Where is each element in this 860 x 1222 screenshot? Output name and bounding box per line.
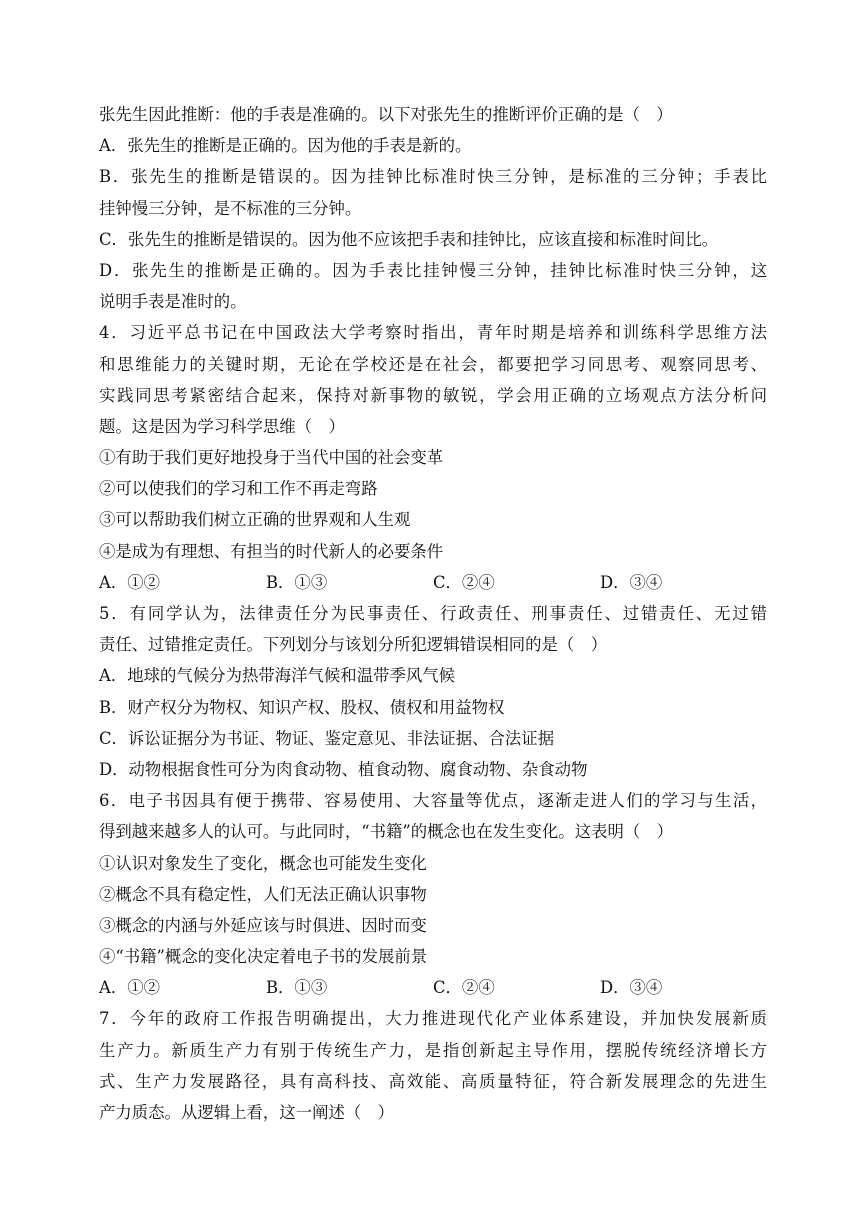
statement-item: ①认识对象发生了变化，概念也可能发生变化 <box>99 853 427 873</box>
option-a: A．①② <box>99 978 161 998</box>
question-4-options <box>99 567 767 598</box>
statement-item: ③可以帮助我们树立正确的世界观和人生观 <box>99 510 411 530</box>
option-b: B．①③ <box>266 572 328 592</box>
option-d: D．③④ <box>600 978 663 998</box>
statement-item: ①有助于我们更好地投身于当代中国的社会变革 <box>99 448 444 468</box>
text-line: 题。这是因为学习科学思维（ ） <box>99 416 345 436</box>
text-line: D．张先生的推断是正确的。因为手表比挂钟慢三分钟，挂钟比标准时快三分钟，这 <box>99 260 767 280</box>
statement-item: ④“书籍”概念的变化决定着电子书的发展前景 <box>99 947 428 967</box>
text-line: 产力质态。从逻辑上看，这一阐述（ ） <box>99 1103 395 1122</box>
statement-item: ②可以使我们的学习和工作不再走弯路 <box>99 479 378 499</box>
text-line: 说明手表是准时的。 <box>99 292 247 312</box>
question-4-stem: 4．习近平总书记在中国政法大学考察时指出，青年时期是培养和训练科学思维方法 <box>99 323 767 343</box>
option-c: C．②④ <box>433 572 495 592</box>
question-6-stem: 6．电子书因具有便于携带、容易使用、大容量等优点，逐渐走进人们的学习与生活， <box>99 791 767 811</box>
option-d: D．动物根据食性可分为肉食动物、植食动物、腐食动物、杂食动物 <box>99 759 588 779</box>
statement-item: ③概念的内涵与外延应该与时俱进、因时而变 <box>99 915 427 935</box>
text-line: C．张先生的推断是错误的。因为他不应该把手表和挂钟比，应该直接和标准时间比。 <box>99 229 718 249</box>
text-line: 和思维能力的关键时期，无论在学校还是在社会，都要把学习同思考、观察同思考、 <box>99 354 767 374</box>
question-5-stem: 5．有同学认为，法律责任分为民事责任、行政责任、刑事责任、过错责任、无过错 <box>99 604 767 623</box>
text-line: 挂钟慢三分钟，是不标准的三分钟。 <box>99 198 362 218</box>
text-line: 得到越来越多人的认可。与此同时，“书籍”的概念也在发生变化。这表明（ ） <box>99 822 674 842</box>
text-line: B．张先生的推断是错误的。因为挂钟比标准时快三分钟，是标准的三分钟；手表比 <box>99 167 767 187</box>
question-6-options <box>99 972 767 1003</box>
question-7-stem: 7．今年的政府工作报告明确提出，大力推进现代化产业体系建设，并加快发展新质 <box>99 1009 767 1029</box>
text-line: 生产力。新质生产力有别于传统生产力，是指创新起主导作用，摆脱传统经济增长方 <box>99 1040 767 1060</box>
option-a: A．①② <box>99 572 161 592</box>
option-b: B．①③ <box>266 978 328 998</box>
text-line: 张先生因此推断：他的手表是准确的。以下对张先生的推断评价正确的是（ ） <box>99 105 673 124</box>
statement-item: ②概念不具有稳定性，人们无法正确认识事物 <box>99 884 427 904</box>
text-line: 式、生产力发展路径，具有高科技、高效能、高质量特征，符合新发展理念的先进生 <box>99 1071 767 1091</box>
statement-item: ④是成为有理想、有担当的时代新人的必要条件 <box>99 541 444 561</box>
text-line: A．张先生的推断是正确的。因为他的手表是新的。 <box>99 136 472 156</box>
option-c: C．诉讼证据分为书证、物证、鉴定意见、非法证据、合法证据 <box>99 728 555 748</box>
option-a: A．地球的气候分为热带海洋气候和温带季风气候 <box>99 666 456 686</box>
document-page <box>99 99 767 1128</box>
option-c: C．②④ <box>433 978 495 998</box>
text-line: 责任、过错推定责任。下列划分与该划分所犯逻辑错误相同的是（ ） <box>99 635 608 655</box>
option-b: B．财产权分为物权、知识产权、股权、债权和用益物权 <box>99 697 505 717</box>
text-line: 实践同思考紧密结合起来，保持对新事物的敏锐，学会用正确的立场观点方法分析问 <box>99 385 767 405</box>
option-d: D．③④ <box>600 572 663 592</box>
